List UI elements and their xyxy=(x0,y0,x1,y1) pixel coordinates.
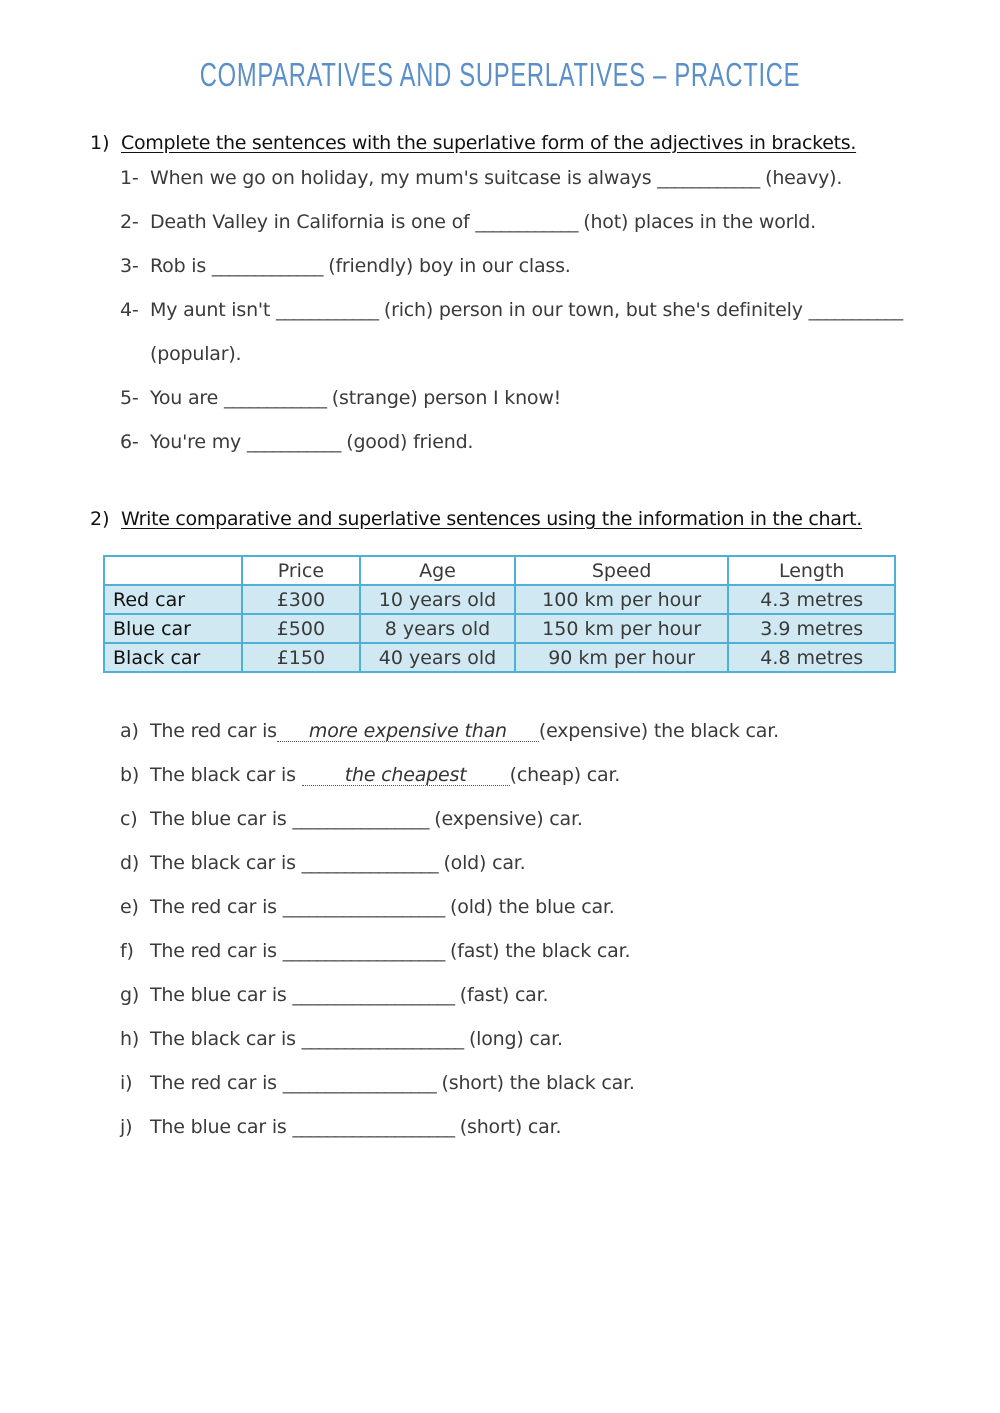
answer-blank[interactable]: ____________ xyxy=(657,167,760,189)
answer-blank[interactable]: ________________ xyxy=(292,808,429,830)
section-instruction: Write comparative and superlative sentences using the information in the chart. xyxy=(121,508,863,530)
item-text: Rob is xyxy=(150,255,212,277)
item-number: 4- xyxy=(120,299,139,321)
item-text: (popular). xyxy=(150,343,242,365)
exercise-1-item xyxy=(120,387,561,409)
table-cell: 3.9 metres xyxy=(728,614,895,643)
item-text: (hot) places in the world. xyxy=(577,211,817,233)
exercise-1-item xyxy=(120,211,816,233)
table-cell: 90 km per hour xyxy=(515,643,729,672)
item-text: The red car is xyxy=(150,896,283,918)
section-number: 2) xyxy=(90,508,110,530)
item-number: f) xyxy=(120,940,134,962)
answer-blank[interactable]: ___________________ xyxy=(292,1116,454,1138)
table-cell: £150 xyxy=(242,643,360,672)
table-header-cell: Age xyxy=(360,556,515,585)
exercise-2-item xyxy=(120,1116,561,1138)
item-text: My aunt isn't xyxy=(150,299,277,321)
exercise-2-item xyxy=(120,808,583,830)
row-label: Black car xyxy=(104,643,242,672)
answer-blank[interactable]: _____________ xyxy=(211,255,323,277)
exercise-2-item xyxy=(120,896,615,918)
table-header-row xyxy=(104,556,895,585)
item-text: You're my xyxy=(150,431,247,453)
answer-blank[interactable]: ____________ xyxy=(276,299,379,321)
item-text: (short) the black car. xyxy=(435,1072,635,1094)
section-instruction: Complete the sentences with the superlative form of the adjectives in brackets. xyxy=(121,132,857,154)
item-number: e) xyxy=(120,896,139,918)
item-number: h) xyxy=(120,1028,140,1050)
answer-blank[interactable]: ________________ xyxy=(301,852,438,874)
item-number: j) xyxy=(120,1116,133,1138)
worksheet-title: COMPARATIVES AND SUPERLATIVES – PRACTICE xyxy=(199,56,801,93)
item-text: (strange) person I know! xyxy=(325,387,562,409)
item-number: b) xyxy=(120,764,140,786)
item-text: The black car is xyxy=(150,852,302,874)
table-row xyxy=(104,614,895,643)
section-2-heading xyxy=(90,508,862,530)
table-header-cell: Price xyxy=(242,556,360,585)
row-label: Blue car xyxy=(104,614,242,643)
item-text: The blue car is xyxy=(150,808,293,830)
item-number: d) xyxy=(120,852,140,874)
section-1-heading xyxy=(90,132,856,154)
item-text: (expensive) the black car. xyxy=(538,720,779,742)
section-number: 1) xyxy=(90,132,110,154)
answer-blank[interactable]: ___________________ xyxy=(282,896,445,918)
exercise-1-item xyxy=(120,299,902,321)
item-number: 6- xyxy=(120,431,139,453)
exercise-2-item xyxy=(120,852,525,874)
item-number: a) xyxy=(120,720,139,742)
item-text: (short) car. xyxy=(453,1116,562,1138)
item-number: 1- xyxy=(120,167,139,189)
table-cell: 150 km per hour xyxy=(515,614,729,643)
table-cell: 40 years old xyxy=(360,643,515,672)
answer-blank[interactable]: ___________ xyxy=(808,299,903,321)
item-text: (old) the blue car. xyxy=(444,896,615,918)
item-text: (friendly) boy in our class. xyxy=(322,255,571,277)
table-cell: 4.3 metres xyxy=(728,585,895,614)
item-text: The red car is xyxy=(150,720,277,742)
item-text: (fast) the black car. xyxy=(444,940,631,962)
item-number: c) xyxy=(120,808,138,830)
table-row xyxy=(104,643,895,672)
item-text: The blue car is xyxy=(150,984,293,1006)
table-cell: 100 km per hour xyxy=(515,585,729,614)
item-text: The blue car is xyxy=(150,1116,293,1138)
exercise-2-item xyxy=(120,1028,563,1050)
item-number: i) xyxy=(120,1072,133,1094)
item-number: 5- xyxy=(120,387,139,409)
example-answer: the cheapest xyxy=(302,765,510,786)
answer-blank[interactable]: ____________ xyxy=(475,211,578,233)
item-text: (good) friend. xyxy=(340,431,474,453)
table-cell: 4.8 metres xyxy=(728,643,895,672)
item-text: (heavy). xyxy=(759,167,843,189)
example-answer: more expensive than xyxy=(277,721,539,742)
item-text: (expensive) car. xyxy=(428,808,583,830)
exercise-2-item xyxy=(120,1072,635,1094)
car-info-table xyxy=(103,555,896,673)
table-cell: £500 xyxy=(242,614,360,643)
row-label: Red car xyxy=(104,585,242,614)
table-header-cell: Speed xyxy=(515,556,729,585)
answer-blank[interactable]: ___________________ xyxy=(301,1028,464,1050)
item-text: (fast) car. xyxy=(453,984,549,1006)
exercise-1-item xyxy=(120,255,571,277)
item-text: The red car is xyxy=(150,940,283,962)
table-header-cell: Length xyxy=(728,556,895,585)
table-header-cell xyxy=(104,556,242,585)
answer-blank[interactable]: ___________________ xyxy=(292,984,454,1006)
item-text: The red car is xyxy=(150,1072,283,1094)
table-cell: 8 years old xyxy=(360,614,515,643)
table-cell: £300 xyxy=(242,585,360,614)
item-text: When we go on holiday, my mum's suitcase is always xyxy=(150,167,658,189)
answer-blank[interactable]: ___________________ xyxy=(282,940,445,962)
item-number: 2- xyxy=(120,211,139,233)
item-number: 3- xyxy=(120,255,139,277)
exercise-1-item xyxy=(120,431,473,453)
item-text: (long) car. xyxy=(463,1028,563,1050)
item-number: g) xyxy=(120,984,140,1006)
answer-blank[interactable]: ___________ xyxy=(246,431,341,453)
exercise-2-item xyxy=(120,940,630,962)
exercise-2-item xyxy=(120,720,779,742)
exercise-1-item-continuation xyxy=(120,343,241,365)
item-text: (old) car. xyxy=(437,852,526,874)
exercise-1-item xyxy=(120,167,842,189)
item-text: Death Valley in California is one of xyxy=(150,211,476,233)
answer-blank[interactable]: ____________ xyxy=(223,387,326,409)
exercise-2-item xyxy=(120,984,548,1006)
table-row xyxy=(104,585,895,614)
item-text: The black car is xyxy=(150,764,302,786)
answer-blank[interactable]: __________________ xyxy=(282,1072,436,1094)
exercise-2-item xyxy=(120,764,620,786)
table-cell: 10 years old xyxy=(360,585,515,614)
item-text: (rich) person in our town, but she's definitely xyxy=(378,299,809,321)
item-text: You are xyxy=(150,387,224,409)
item-text: (cheap) car. xyxy=(509,764,621,786)
item-text: The black car is xyxy=(150,1028,302,1050)
